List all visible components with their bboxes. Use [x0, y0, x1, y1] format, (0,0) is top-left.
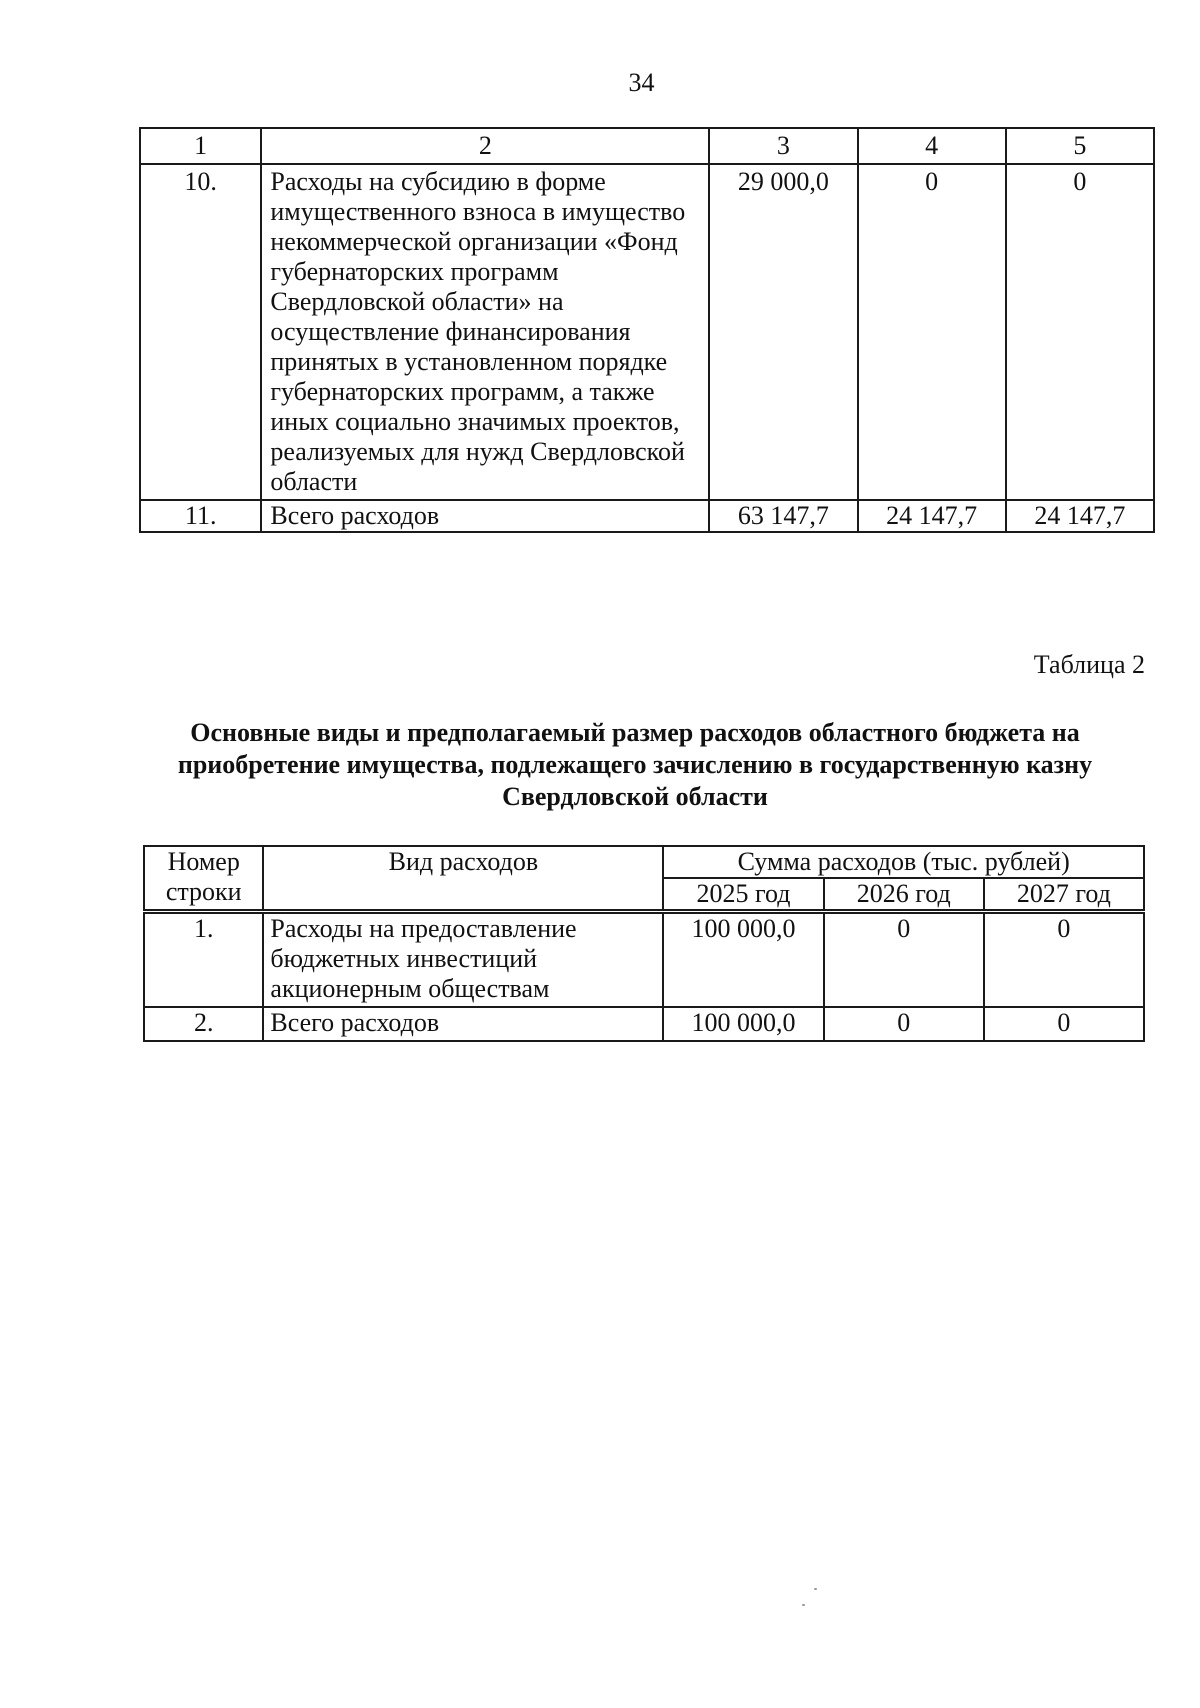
- column-number-3: 3: [709, 128, 857, 164]
- property-acquisition-table: [143, 845, 1145, 1042]
- header-row-number-line2: строки: [165, 877, 242, 906]
- table-header-row: [144, 846, 1144, 878]
- column-number-1: 1: [140, 128, 261, 164]
- header-year-2025: 2025 год: [663, 878, 823, 912]
- table-row: [144, 912, 1144, 1008]
- amount-2027: 0: [984, 912, 1144, 1008]
- row-number: 1.: [144, 912, 263, 1008]
- amount-2026: 0: [824, 912, 984, 1008]
- scan-speck: [802, 1604, 805, 1606]
- amount-2026: 24 147,7: [858, 500, 1006, 532]
- amount-2025: 29 000,0: [709, 164, 857, 500]
- header-year-2026: 2026 год: [824, 878, 984, 912]
- header-row-number: [144, 846, 263, 912]
- row-number: 11.: [140, 500, 261, 532]
- amount-2027: 0: [1006, 164, 1154, 500]
- expenses-table-continued: [139, 127, 1155, 533]
- amount-2026: 0: [858, 164, 1006, 500]
- amount-2026: 0: [824, 1007, 984, 1041]
- table-title: Основные виды и предполагаемый размер расходов областного бюджета на приобретение имущества, подлежащего зачислению в государственную казну Свердловской области: [177, 718, 1093, 811]
- expense-description: Всего расходов: [261, 500, 709, 532]
- header-expense-type: Вид расходов: [263, 846, 663, 912]
- header-expense-sum: Сумма расходов (тыс. рублей): [663, 846, 1144, 878]
- column-number-4: 4: [858, 128, 1006, 164]
- scan-speck: [814, 1588, 817, 1590]
- table-row: [140, 164, 1154, 500]
- amount-2027: 0: [984, 1007, 1144, 1041]
- amount-2025: 63 147,7: [709, 500, 857, 532]
- table-header-row: [140, 128, 1154, 164]
- amount-2027: 24 147,7: [1006, 500, 1154, 532]
- page-number: 34: [628, 68, 655, 97]
- table-caption: Таблица 2: [1033, 650, 1145, 679]
- column-number-5: 5: [1006, 128, 1154, 164]
- header-year-2027: 2027 год: [984, 878, 1144, 912]
- amount-2025: 100 000,0: [663, 912, 823, 1008]
- row-number: 2.: [144, 1007, 263, 1041]
- expense-description: Расходы на субсидию в форме имущественного взноса в имущество некоммерческой организации «Фонд губернаторских программ Свердловской области» на осуществление финансирования принятых в установленном порядке губернаторских программ, а также иных социально значимых проектов, реализуемых для нужд Свердловской области: [261, 164, 709, 500]
- table-row-total: [144, 1007, 1144, 1041]
- column-number-2: 2: [261, 128, 709, 164]
- header-row-number-line1: Номер: [167, 847, 240, 876]
- expense-description: Расходы на предоставление бюджетных инвестиций акционерным обществам: [263, 912, 663, 1008]
- row-number: 10.: [140, 164, 261, 500]
- expense-description: Всего расходов: [263, 1007, 663, 1041]
- amount-2025: 100 000,0: [663, 1007, 823, 1041]
- table-row-total: [140, 500, 1154, 532]
